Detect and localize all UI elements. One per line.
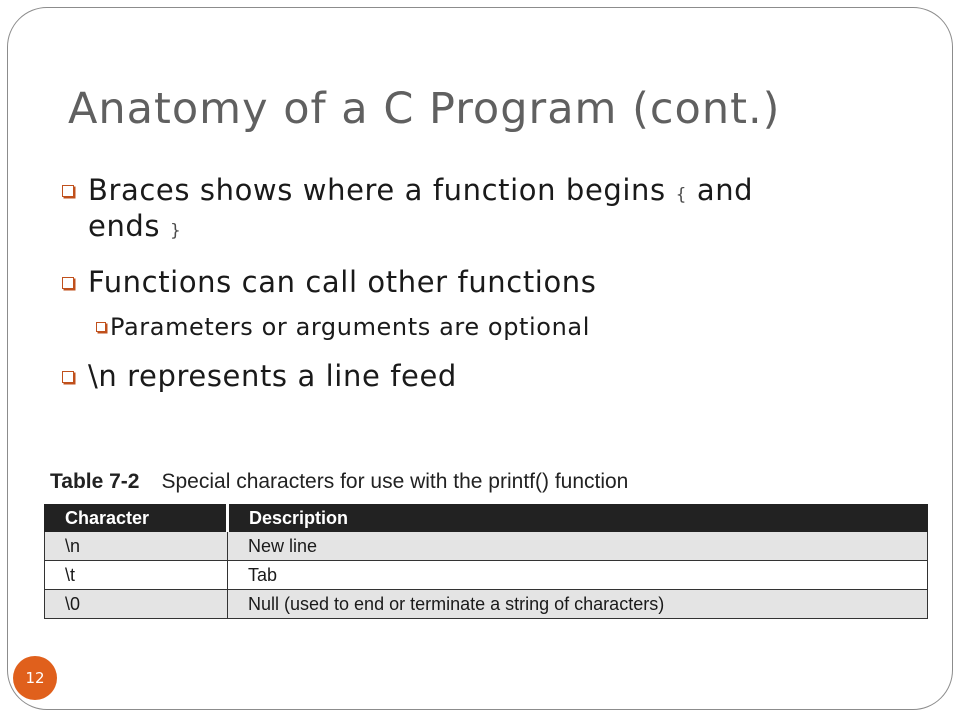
open-brace: { — [675, 185, 687, 205]
table-number: Table 7-2 — [50, 470, 140, 493]
bullet-braces-text-c: ends — [88, 209, 161, 243]
column-header-character: Character — [45, 505, 228, 532]
square-bullet-icon — [62, 185, 74, 197]
table-row — [45, 590, 928, 619]
table-title — [50, 470, 628, 494]
table-cell-character: \0 — [45, 590, 228, 619]
table-cell-character: \t — [45, 561, 228, 590]
bullet-linefeed-text: \n represents a line feed — [88, 359, 457, 393]
table-cell-description: New line — [228, 532, 928, 561]
square-bullet-icon — [62, 277, 74, 289]
bullet-braces-text-a: Braces shows where a function begins — [88, 173, 666, 207]
table-row — [45, 561, 928, 590]
slide-title: Anatomy of a C Program (cont.) — [68, 84, 781, 134]
page-number-badge: 12 — [13, 656, 57, 700]
bullet-parameters-text: Parameters or arguments are optional — [110, 313, 590, 341]
bullet-functions-text: Functions can call other functions — [88, 265, 597, 299]
table-caption: Special characters for use with the printf() function — [161, 470, 629, 493]
close-brace: } — [169, 221, 182, 241]
table-cell-description: Tab — [228, 561, 928, 590]
bullet-braces-text-b: and — [696, 173, 754, 207]
table-row — [45, 532, 928, 561]
column-header-description: Description — [228, 505, 928, 532]
table-cell-description: Null (used to end or terminate a string of characters) — [228, 590, 928, 619]
table-cell-character: \n — [45, 532, 228, 561]
square-bullet-icon — [96, 322, 106, 332]
special-characters-table — [44, 504, 928, 619]
square-bullet-icon — [62, 371, 74, 383]
table-header-row — [45, 505, 928, 532]
